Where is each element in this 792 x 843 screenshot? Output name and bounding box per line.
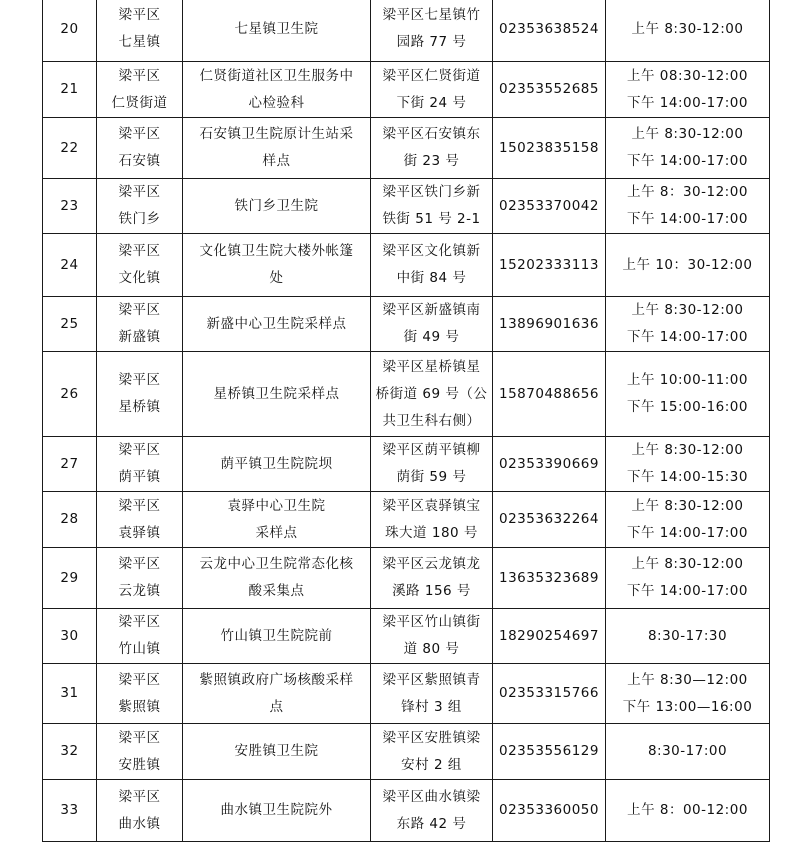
sampling-site (183, 62, 371, 118)
opening-hours-line: 下午 14:00-15:30 (627, 469, 748, 485)
row-number: 20 (43, 0, 97, 62)
district-town-line: 梁平区 (118, 671, 161, 688)
opening-hours (606, 0, 770, 62)
district-town-line: 竹山镇 (118, 641, 161, 657)
contact-phone: 02353556129 (493, 724, 606, 780)
opening-hours-line: 下午 14:00-17:00 (627, 94, 748, 111)
district-town (97, 179, 183, 234)
sampling-site-line: 文化镇卫生院大楼外帐篷 (199, 243, 354, 259)
opening-hours (606, 352, 770, 437)
site-address-line: 梁平区星桥镇星 (382, 358, 481, 375)
sampling-site-line: 点 (269, 698, 284, 715)
sampling-site-line: 新盛中心卫生院采样点 (206, 315, 347, 332)
district-town-line: 梁平区 (118, 614, 161, 630)
site-address-line: 梁平区云龙镇龙 (382, 556, 481, 572)
district-town-line: 星桥镇 (118, 399, 161, 415)
row-number: 21 (43, 62, 97, 118)
sampling-site-line: 石安镇卫生院原计生站采 (199, 126, 354, 142)
row-number: 32 (43, 724, 97, 780)
table-row (43, 0, 770, 62)
opening-hours-line: 上午 8:30-12:00 (631, 442, 744, 458)
site-address-line: 梁平区荫平镇柳 (382, 442, 481, 458)
district-town (97, 0, 183, 62)
sampling-site (183, 0, 371, 62)
district-town-line: 紫照镇 (118, 698, 161, 715)
contact-phone: 02353632264 (493, 492, 606, 548)
table-row (43, 297, 770, 352)
site-address-line: 梁平区铁门乡新 (382, 184, 481, 200)
table-row (43, 492, 770, 548)
district-town-line: 石安镇 (118, 153, 161, 169)
table-row (43, 234, 770, 297)
sampling-site (183, 437, 371, 492)
site-address-line: 铁街 51 号 2-1 (382, 211, 481, 227)
opening-hours-line: 上午 8：30-12:00 (627, 184, 748, 200)
opening-hours-line: 上午 8:30-12:00 (631, 20, 744, 37)
opening-hours (606, 492, 770, 548)
site-address-line: 街 23 号 (403, 153, 460, 169)
table-row (43, 437, 770, 492)
table-row (43, 62, 770, 118)
site-address (371, 437, 493, 492)
sampling-site-line: 仁贤街道社区卫生服务中 (199, 67, 354, 84)
opening-hours (606, 780, 770, 842)
row-number: 26 (43, 352, 97, 437)
district-town-line: 文化镇 (118, 270, 161, 286)
district-town-line: 梁平区 (118, 67, 161, 84)
sampling-site-line: 荫平镇卫生院院坝 (220, 455, 333, 472)
district-town (97, 234, 183, 297)
sampling-site-line: 样点 (262, 153, 291, 169)
site-address (371, 492, 493, 548)
opening-hours (606, 609, 770, 664)
district-town-line: 梁平区 (118, 184, 161, 200)
district-town-line: 新盛镇 (118, 329, 161, 345)
district-town (97, 352, 183, 437)
sampling-site (183, 492, 371, 548)
district-town-line: 荫平镇 (118, 469, 161, 485)
sampling-site (183, 609, 371, 664)
site-address (371, 548, 493, 609)
opening-hours-line: 下午 14:00-17:00 (627, 524, 748, 541)
sampling-site (183, 724, 371, 780)
site-address (371, 664, 493, 724)
district-town (97, 492, 183, 548)
opening-hours-line: 下午 14:00-17:00 (627, 583, 748, 599)
sampling-site (183, 352, 371, 437)
site-address-line: 梁平区袁驿镇宝 (382, 497, 481, 514)
site-address-line: 安村 2 组 (401, 756, 462, 773)
table-row (43, 724, 770, 780)
district-town (97, 62, 183, 118)
contact-phone: 15202333113 (493, 234, 606, 297)
sampling-site (183, 548, 371, 609)
site-address-line: 园路 77 号 (396, 34, 467, 50)
sampling-site-line: 采样点 (255, 524, 298, 541)
row-number: 27 (43, 437, 97, 492)
district-town-line: 梁平区 (118, 442, 161, 458)
row-number: 31 (43, 664, 97, 724)
site-address-line: 荫街 59 号 (396, 469, 467, 485)
opening-hours-line: 上午 08:30-12:00 (627, 67, 748, 84)
contact-phone: 02353390669 (493, 437, 606, 492)
opening-hours (606, 118, 770, 179)
district-town (97, 548, 183, 609)
table-row (43, 179, 770, 234)
sampling-site (183, 179, 371, 234)
table-row (43, 118, 770, 179)
site-address (371, 118, 493, 179)
district-town (97, 664, 183, 724)
district-town-line: 曲水镇 (118, 815, 161, 832)
row-number: 24 (43, 234, 97, 297)
site-address-line: 梁平区石安镇东 (382, 126, 481, 142)
site-address-line: 梁平区竹山镇街 (382, 614, 481, 630)
opening-hours (606, 179, 770, 234)
opening-hours-line: 下午 14:00-17:00 (627, 329, 748, 345)
opening-hours-line: 上午 10:00-11:00 (627, 372, 748, 388)
sampling-site-line: 处 (269, 270, 284, 286)
opening-hours (606, 437, 770, 492)
opening-hours-line: 下午 14:00-17:00 (627, 211, 748, 227)
testing-site-table (42, 0, 770, 842)
sampling-site-line: 星桥镇卫生院采样点 (213, 385, 340, 402)
opening-hours-line: 下午 13:00—16:00 (622, 698, 753, 715)
district-town (97, 437, 183, 492)
sampling-site (183, 234, 371, 297)
opening-hours-line: 下午 15:00-16:00 (627, 399, 748, 415)
sampling-site-line: 竹山镇卫生院院前 (220, 627, 333, 644)
site-address-line: 下街 24 号 (396, 94, 467, 111)
table-row (43, 609, 770, 664)
opening-hours (606, 297, 770, 352)
row-number: 30 (43, 609, 97, 664)
row-number: 23 (43, 179, 97, 234)
opening-hours (606, 62, 770, 118)
site-address (371, 0, 493, 62)
contact-phone: 13896901636 (493, 297, 606, 352)
sampling-site-line: 袁驿中心卫生院 (227, 497, 326, 514)
site-address-line: 街 49 号 (403, 329, 460, 345)
table-row (43, 664, 770, 724)
site-address-line: 锋村 3 组 (401, 698, 462, 715)
sampling-site-line: 安胜镇卫生院 (234, 743, 319, 759)
sampling-site-line: 七星镇卫生院 (234, 20, 319, 37)
opening-hours (606, 548, 770, 609)
district-town-line: 安胜镇 (118, 756, 161, 773)
sampling-site-line: 紫照镇政府广场核酸采样 (199, 671, 354, 688)
opening-hours-line: 上午 8:30-12:00 (631, 302, 744, 318)
district-town (97, 724, 183, 780)
district-town (97, 297, 183, 352)
site-address-line: 梁平区紫照镇青 (382, 671, 481, 688)
district-town-line: 梁平区 (118, 729, 161, 746)
sampling-site-line: 云龙中心卫生院常态化核 (199, 556, 354, 572)
district-town-line: 梁平区 (118, 126, 161, 142)
site-address-line: 梁平区安胜镇梁 (382, 729, 481, 746)
district-town (97, 609, 183, 664)
sampling-site (183, 780, 371, 842)
contact-phone: 15023835158 (493, 118, 606, 179)
site-address-line: 珠大道 180 号 (385, 524, 478, 541)
row-number: 29 (43, 548, 97, 609)
opening-hours-line: 上午 8:30—12:00 (627, 671, 748, 688)
sampling-site-line: 心检验科 (248, 94, 305, 111)
site-address-line: 梁平区仁贤街道 (382, 67, 481, 84)
district-town-line: 梁平区 (118, 497, 161, 514)
contact-phone: 15870488656 (493, 352, 606, 437)
contact-phone: 02353360050 (493, 780, 606, 842)
district-town-line: 七星镇 (118, 34, 161, 50)
site-address-line: 梁平区文化镇新 (382, 243, 481, 259)
site-address-line: 中街 84 号 (396, 270, 467, 286)
district-town-line: 袁驿镇 (118, 524, 161, 541)
site-address-line: 东路 42 号 (396, 815, 467, 832)
sampling-site (183, 664, 371, 724)
site-address (371, 609, 493, 664)
site-address-line: 桥街道 69 号（公 (375, 385, 488, 402)
contact-phone: 13635323689 (493, 548, 606, 609)
site-address-line: 道 80 号 (403, 641, 460, 657)
opening-hours-line: 上午 8：00-12:00 (627, 802, 748, 818)
sampling-site-line: 铁门乡卫生院 (234, 197, 319, 214)
opening-hours-line: 上午 8:30-12:00 (631, 497, 744, 514)
contact-phone: 02353552685 (493, 62, 606, 118)
row-number: 33 (43, 780, 97, 842)
row-number: 25 (43, 297, 97, 352)
opening-hours (606, 234, 770, 297)
site-address (371, 62, 493, 118)
site-address-line: 溪路 156 号 (392, 583, 471, 599)
district-town-line: 梁平区 (118, 372, 161, 388)
site-address (371, 780, 493, 842)
sampling-site (183, 297, 371, 352)
site-address-line: 梁平区曲水镇梁 (382, 788, 481, 805)
contact-phone: 02353315766 (493, 664, 606, 724)
opening-hours (606, 664, 770, 724)
site-address (371, 724, 493, 780)
table-row (43, 548, 770, 609)
site-address (371, 234, 493, 297)
opening-hours (606, 724, 770, 780)
district-town-line: 梁平区 (118, 556, 161, 572)
district-town-line: 梁平区 (118, 302, 161, 318)
contact-phone: 02353370042 (493, 179, 606, 234)
sampling-site-line: 曲水镇卫生院院外 (220, 802, 333, 818)
opening-hours-line: 上午 10：30-12:00 (622, 256, 753, 273)
contact-phone: 02353638524 (493, 0, 606, 62)
contact-phone: 18290254697 (493, 609, 606, 664)
table-row (43, 780, 770, 842)
district-town-line: 铁门乡 (118, 211, 161, 227)
sampling-site-line: 酸采集点 (248, 583, 305, 599)
district-town-line: 仁贤街道 (111, 94, 168, 111)
site-address (371, 352, 493, 437)
district-town-line: 梁平区 (118, 788, 161, 805)
district-town (97, 780, 183, 842)
site-address-line: 梁平区新盛镇南 (382, 302, 481, 318)
opening-hours-line: 上午 8:30-12:00 (631, 556, 744, 572)
opening-hours-line: 8:30-17:30 (647, 627, 728, 644)
sampling-site (183, 118, 371, 179)
district-town-line: 梁平区 (118, 7, 161, 23)
site-address-line: 共卫生科右侧） (382, 412, 481, 429)
opening-hours-line: 上午 8:30-12:00 (631, 126, 744, 142)
site-address (371, 179, 493, 234)
row-number: 22 (43, 118, 97, 179)
district-town-line: 云龙镇 (118, 583, 161, 599)
opening-hours-line: 下午 14:00-17:00 (627, 153, 748, 169)
table-body (43, 0, 770, 842)
site-address (371, 297, 493, 352)
district-town-line: 梁平区 (118, 243, 161, 259)
district-town (97, 118, 183, 179)
opening-hours-line: 8:30-17:00 (647, 743, 728, 759)
table-row (43, 352, 770, 437)
row-number: 28 (43, 492, 97, 548)
site-address-line: 梁平区七星镇竹 (382, 7, 481, 23)
